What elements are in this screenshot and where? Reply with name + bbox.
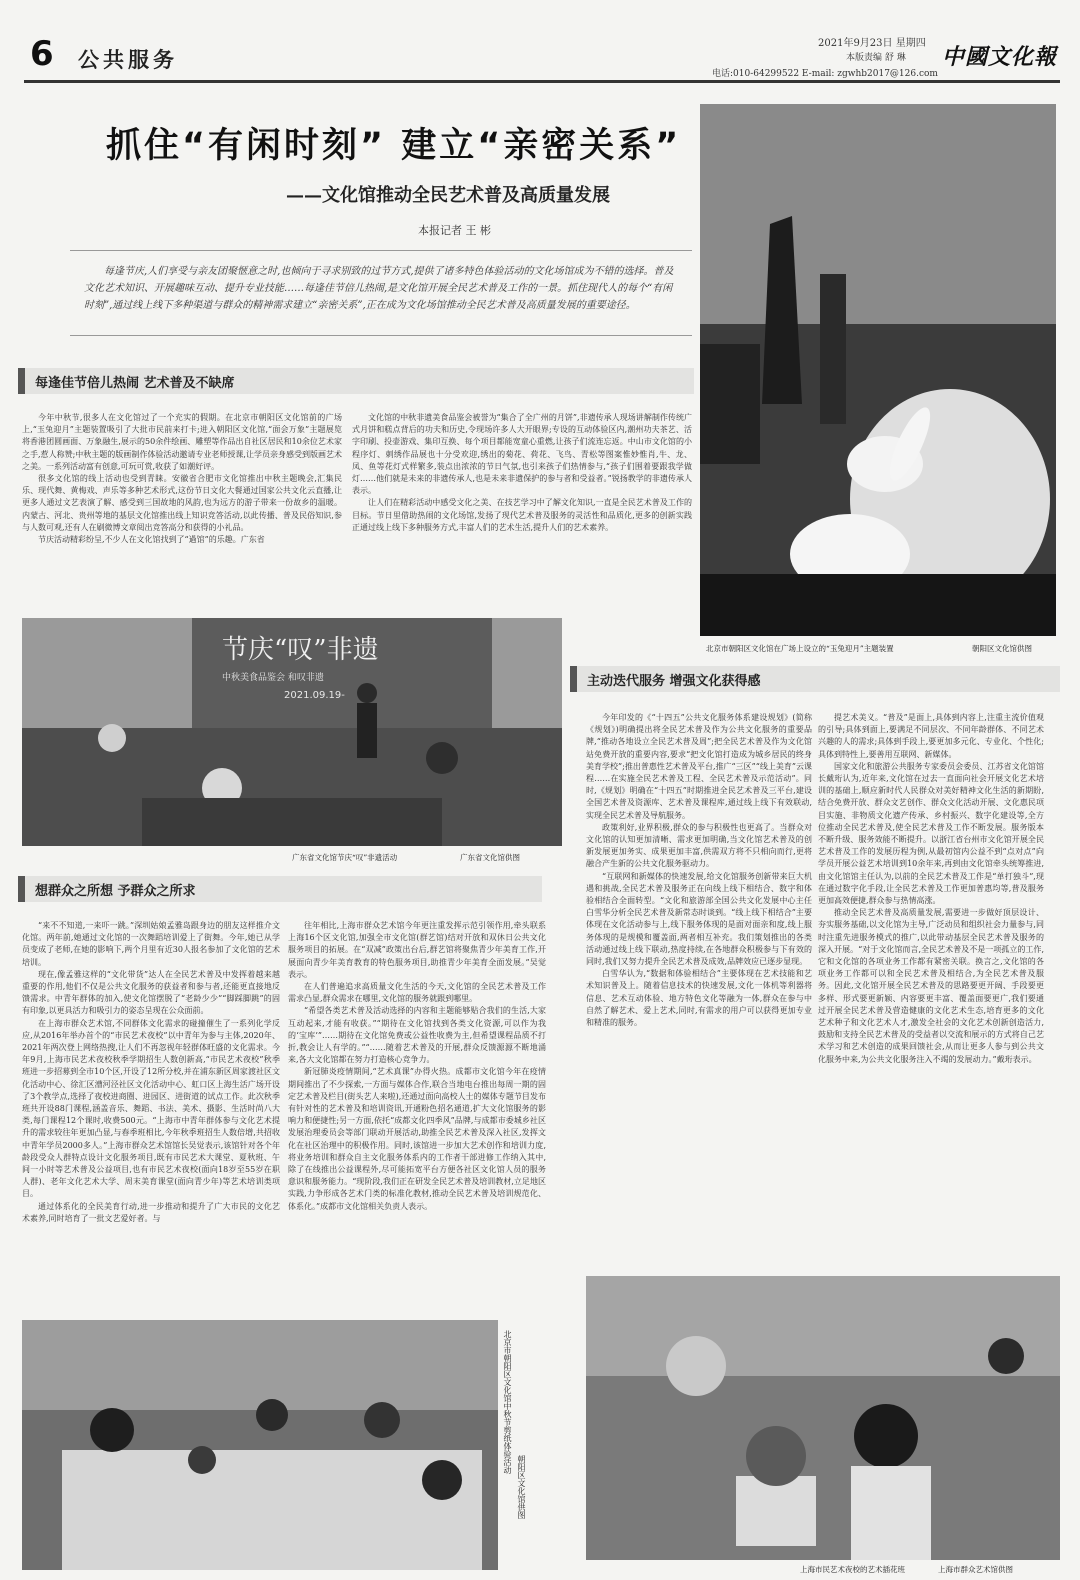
paragraph: 文化馆的中秋非遗美食品鉴会被誉为“集合了全广州的月饼”,非遗传承人现场讲解制作传统广式月饼和糕点背后的功夫和历史,令现场许多人大开眼界;专设的互动体验区内,潮州功夫茶艺、活字印刷、投壶游戏、集印互换、每个项目都能宽童心重燃,让孩子们流连忘返。中山市文化馆的小程序灯、刺绣作品展也十分受欢迎,绣出的菊花、荷花、飞鸟、青松等图案惟妙惟肖,牛、龙、凤、鱼等花灯式样繁多,装点出浓浓的节日气氛,也引来孩子们热情参与,“孩子们围着要跟我学做灯……他们就是未来的非遗传承人,也是未来非遗保护的参与者和受益者。”锐扬教学的非遗传承人表示。 [352,413,692,496]
city-night-scene [700,104,1056,636]
article-subheadline: ——文化馆推动全民艺术普及高质量发展 [286,185,610,206]
paragraph: 现在,像孟雅这样的“文化带货”达人在全民艺术普及中发挥着越来越重要的作用,他们不仅是公共文化服务的获益者和参与者,还能更直接地反馈需求。中青年群体的加入,使文化馆摆脱了“老龄少少”“脚踩脚跳”的固有印象,以更具活力和吸引力的姿态呈现在公众面前。 [22,969,280,1016]
article-byline: 本报记者 王 彬 [418,224,491,237]
article-headline: 抓住“有闲时刻” 建立“亲密关系” [106,126,682,166]
student-figure [854,1404,918,1468]
section3-column2 [288,920,546,1320]
section-heading-public-needs: 想群众之所想 予群众之所求 [18,876,542,902]
paragraph: 节庆活动精彩纷呈,不少人在文化馆找到了“過馆”的乐趣。广东省 [38,535,265,545]
paragraph: 往年相比,上海市群众艺术馆今年更注重发挥示范引领作用,牵头联系上海16个区文化馆,加强全市文化馆(群艺馆)结对开放和双休日公共文化服务项目的拓展。在“双减”政策出台后,群艺馆将聚焦青少年美育工作,开展面向青少年美育教育的特色服务项目,助推青少年美育全面发展。”吴觉表示。 [288,921,546,979]
speaker-figure [357,683,377,703]
paragraph: 通过体系化的全民美育行动,进一步推动和提升了广大市民的文化艺术素养,同时培育了一批文艺爱好者。与 [22,1201,280,1223]
paragraph: 提艺术美义。“普及”是面上,具体到内容上,注重主流价值观的引导;具体到面上,要满足不同层次、不同年龄群体、不同艺术兴趣的人的需求;具体到手段上,要更加多元化、专业化、个性化;具体到特性上,要善用互联网、新媒体。 [818,713,1044,759]
paragraph: 很多文化馆的线上活动也受到青睐。安徽省合肥市文化馆推出中秋主题晚会,汇集民乐、现代舞、黄梅戏、声乐等多种艺术形式,这份节日文化大餐通过国家公共文化云直播,让更多人通过文艺表演了解、感受到三国故地的风韵,也为远方的游子带来一份故乡的温暖。内蒙古、河北、贵州等地的基层文化馆推出线上知识竞答活动,以此传播、普及民俗知识,参与人数可观,还有人在刷微博文章阅出竞答高分和获得的小礼品。 [22,474,342,532]
contact-info: 电话:010-64299522 E-mail: zgwhb2017@126.com [712,69,938,79]
paragraph: 推动全民艺术普及高质量发展,需要进一步做好顶层设计、夯实服务基础,以文化馆为主导,广泛动员和组织社会力量参与,同时注重先进服务模式的推广,以此带动基层全民艺术普及服务的深入开展。“对于文化馆而言,全民艺术普及不是一项孤立的工作,它和文化馆的各项业务工作都有紧密关联。换言之,文化馆的各项业务工作都可以和全民艺术普及相结合,为全民艺术普及服务。因此,文化馆开展全民艺术普及的思路要更开阔、手段要更多样、形式要更新颖、内容要更丰富、覆盖面要更广,我们要通过开展全民艺术普及营造健康的文化艺术生态,培育更多的文化艺术种子和文化艺术人才,激发全社会的文化艺术创新创造活力,鼓励和支持全民艺术普及的受益者以交流和展示的方式将自己艺术学习和艺术创造的成果回馈社会,从而让更多人参与到公共文化服务中来,为公共文化服务注入不竭的发展动力。”戴珩表示。 [818,908,1044,1064]
photo-papercut-workshop [22,1320,498,1570]
photo-caption-city: 北京市朝阳区文化馆在广场上设立的“玉兔迎月”主题装置 [706,644,894,653]
newspaper-masthead: 中國文化報 [942,44,1058,70]
lead-paragraph: 每逢节庆,人们享受与亲友团聚惬意之时,也倾向于寻求别致的过节方式,提供了诸多特色体验活动的文化场馆成为不错的选择。普及文化艺术知识、开展趣味互动、提升专业技能……每逢佳节倍儿热闹,是文化馆开展全民艺术普及工作的一景。抓住现代人的每个“有闲时刻”,通过线上线下多种渠道与群众的精神需求建立“亲密关系”,正在成为文化场馆推动全民艺术普及高质量发展的重要途径。 [84,266,674,311]
paragraph: “互联网和新媒体的快速发展,给文化馆服务创新带来巨大机遇和挑战,全民艺术普及服务正在向线上线下相结合、数字和体验相结合全面转型。“文化和旅游部全国公共文化发展中心主任白雪华分析全民艺术普及新常态时谈到。“线上线下相结合”主要体现在文化活动参与上,线下服务体现的是面对面亲和度,线上服务体现的是规模和覆盖面,两者相互补充。我们策划推出的各类活动通过线上线下联动,热度持续,在各地群众积极参与下有效的同时,我们又努力提升全民艺术普及成效,品牌效应已逐步显现。 [586,871,812,967]
section-name: 公共服务 [78,48,178,72]
flower-arrangement [666,1336,726,1396]
photo-caption-flower: 上海市民艺术夜校的艺术插花班 [800,1565,905,1574]
paragraph: “希望各类艺术普及活动选择的内容和主题能够贴合我们的生活,大家互动起来,才能有收获。”“期待在文化馆找到各类文化资源,可以作为我的‘宝库’”……期待在文化馆免费或公益性收费为主,但希望课程品质不打折,教会让人有学的。”“……随着艺术普及的开展,群众反馈源源不断地涌来,各大文化馆都在努力打造核心竞争力。 [288,1006,546,1065]
section-heading-service: 主动迭代服务 增强文化获得感 [570,666,1060,692]
paragraph: 今年印发的《“十四五”公共文化服务体系建设规划》(简称《规划》)明确提出将全民艺术普及作为公共文化服务的重要品牌,“推动各地设立全民艺术普及周”;把全民艺术普及作为文化馆站免费开放的重要内容,要求“把文化馆打造成为城乡居民的终身美育学校”;推出普惠性艺术普及平台,推广“三区”“线上美育”云课程……在实施全民艺术普及工程、全民艺术普及示范活动”。同时,《规划》明确在“十四五”时期推进全民艺术普及三平台,建设全国艺术普及资源库、艺术普及课程库,通过线上线下有效联动,实现全民艺术普及导航服务。 [586,713,812,820]
photo-feiyi-event [22,618,562,846]
banner-title: 节庆“叹”非遗 [222,635,379,665]
paragraph: 在人们普遍追求高质量文化生活的今天,文化馆的全民艺术普及工作需求凸显,群众需求在哪里,文化馆的服务就跟到哪里。 [288,982,546,1004]
paragraph: 白雪华认为,“数据和体验相结合”主要体现在艺术技能和艺术知识普及上。随着信息技术的快速发展,文化一体机等利器将信息、艺术互动体验、地方特色文化等融为一体,群众在参与中自然了解艺术、爱上艺术,同时,有需求的用户可以获得更加专业和精准的服务。 [586,969,812,1028]
paragraph: 在上海市群众艺术馆,不同群体文化需求的碰撞催生了一系列化学反应,从2016年举办首个的“市民艺术夜校”以中青年为参与主体,2020年、2021年两次登上网络热搜,让人们不再忽视年轻群体旺盛的文化需求。今年9月,上海市民艺术夜校秋季学期招生人数创新高,“市民艺术夜校”秋季班进一步招募到全市10个区,开设了12所分校,并在浦东新区周家渡社区文化活动中心、徐汇区漕河泾社区文化活动中心、虹口区上海生活广场开设了3个教学点,选择了夜校进商圈、进园区、进街道的试点工作。此次秋季班共开设88门课程,涵盖音乐、舞蹈、书法、美术、摄影、生活时尚八大类,每门课程12个课时,收费500元。“上海市中青年群体参与文化艺术提升的需求较往年更加凸显,与春季班相比,今年秋季班招生人数倍增,共招收中青年学员2000多人。”上海市群众艺术馆馆长吴觉表示,该馆针对各个年龄段受众人群特点设计文化服务项目,既有市民艺术大课堂、夏秋班、午间一小时等艺术普及公益项目,也有市民艺术夜校(面向18岁至55岁在职人群)、老年文化艺术大学、周末美育课堂(面向青少年)等艺术培训类项目。 [22,1018,280,1199]
page-number: 6 [30,34,54,74]
photo-caption-feiyi: 广东省文化馆节庆“叹”非遗活动 [292,853,398,862]
section3-column1 [22,920,280,1320]
photo-jade-rabbit-installation [700,104,1056,636]
paragraph: 今年中秋节,很多人在文化馆过了一个充实的假期。在北京市朝阳区文化馆前的广场上,“玉兔迎月”主题装置吸引了大批市民前来打卡;进入朝阳区文化馆,“面会万象”主题展览将香港团圆画面、万象融生,展示的50余件绘画、雕塑等作品出自社区居民和10余位艺术家之手,惹人称赞;中秋主题的版画制作体验活动邀请专业老师授课,让学员亲身感受到版画艺术之美。一系列活动富有创意,可玩可赏,收获了如潮好评。 [22,413,342,471]
section2-column2 [818,712,1044,1272]
issue-date: 2021年9月23日 星期四 [818,38,926,49]
banner-subtitle: 中秋美食品鉴会 和叹非遗 [222,673,324,683]
section-heading-festival: 每逢佳节倍儿热闹 艺术普及不缺席 [18,368,694,394]
paragraph: “来不不知道,一来吓一跳。”深圳姑娘孟雅岛跟身边的朋友这样推介文化馆。两年前,她通过文化馆的一次舞蹈培训爱上了街舞。今年,她已从学员变成了老师,在她的影响下,两个月里有近30人报名参加了文化馆的艺术培训。 [22,921,280,967]
page-editor: 本版责编 舒 琳 [846,53,906,63]
banner-date: 2021.09.19- [284,690,345,701]
paragraph: 政策利好,业界积极,群众的参与积极性也更高了。当群众对文化馆的认知更加清晰、需求更加明确,当文化馆艺术普及的创新发展更加务实、成果更加丰富,供需双方将不只相向而行,更将融合产生新的公共文化服务驱动力。 [586,822,812,869]
section2-column1 [586,712,812,1272]
worktable [62,1450,482,1570]
photo-credit-city: 朝阳区文化馆供图 [972,644,1032,653]
photo-credit-flower: 上海市群众艺术馆供图 [938,1565,1013,1574]
header-rule [24,80,1060,83]
photo-caption-papercut: 北京市朝阳区文化馆中秋节剪纸体验活动 [503,1330,512,1474]
lead-paragraph-box [70,250,692,336]
paragraph: 新冠肺炎疫情期间,“艺术真课”办得火热。成都市文化馆今年在疫情期间推出了不少探索,一方面与媒体合作,联合当地电台推出每周一期的固定艺术普及栏目(街头艺人来啦),还通过面向高校人士的媒体专题节目发布有针对性的艺术普及和培训资讯,开通粉色招名通道,扩大文化馆服务的影响力和便捷性;另一方面,依托“成都文化四季风”品牌,与成都市委城乡社区发展治理委员会等部门联动开展活动,助推全民艺术普及深入社区,发挥文化在社区治理中的积极作用。同时,该馆进一步加大艺术创作和培训力度,将业务培训和群众自主文化服务体系内的工作者干部进修工作纳入其中,除了在线推出公益课程外,尽可能拓宽平台方便各社区文化馆人员的服务意识和服务能力。“现阶段,我们正在研发全民艺术普及培训教材,立足地区实践,力争形成各艺术门类的标准化教材,推动全民艺术普及培训规范化、体系化。”成都市文化馆相关负责人表示。 [288,1067,546,1211]
feiyi-event-scene [22,618,562,846]
paragraph: 让人们在精彩活动中感受文化之美、在技艺学习中了解文化知识,一直是全民艺术普及工作的目标。节日里借助热闹的文化场馆,发扬了现代艺术普及服务的灵活性和品质化,更多的创新实践正通过线上线下多种服务方式,丰富人们的艺术生活,提升人们的艺术素养。 [352,498,692,532]
section1-column2 [352,412,692,612]
papercut-workshop-scene [22,1320,498,1570]
flower-class-scene [586,1276,1060,1560]
paragraph: 国家文化和旅游公共服务专家委员会委员、江苏省文化馆馆长戴珩认为,近年来,文化馆在过去一直面向社会开展文化艺术培训的基础上,顺应新时代人民群众对美好精神文化生活的新期盼,结合免费开放、群众文艺创作、群众文化活动开展、文化惠民项目实施、非物质文化遗产传承、乡村振兴、数字化建设等,全方位推动全民艺术普及,使全民艺术普及工作不断发展。服务版本不断升级、服务效能不断提升。以浙江省台州市文化馆开展全民艺术普及工作的发展历程为例,从最初馆内公益不到“点对点”向学员开展公益艺术培训到10余年来,再到由文化馆牵头统筹推进,由文化馆馆主任认为,以前的全民艺术普及工作是“单打独斗”,现在通过数字化手段,让全民艺术普及工作更加普惠均等,普及服务更加高效便捷,群众参与热情高涨。 [818,761,1044,906]
photo-credit-feiyi: 广东省文化馆供图 [460,853,520,862]
photo-flower-arranging-class [586,1276,1060,1560]
photo-credit-papercut: 朝阳区文化馆供图 [517,1455,526,1519]
section1-column1 [22,412,342,612]
